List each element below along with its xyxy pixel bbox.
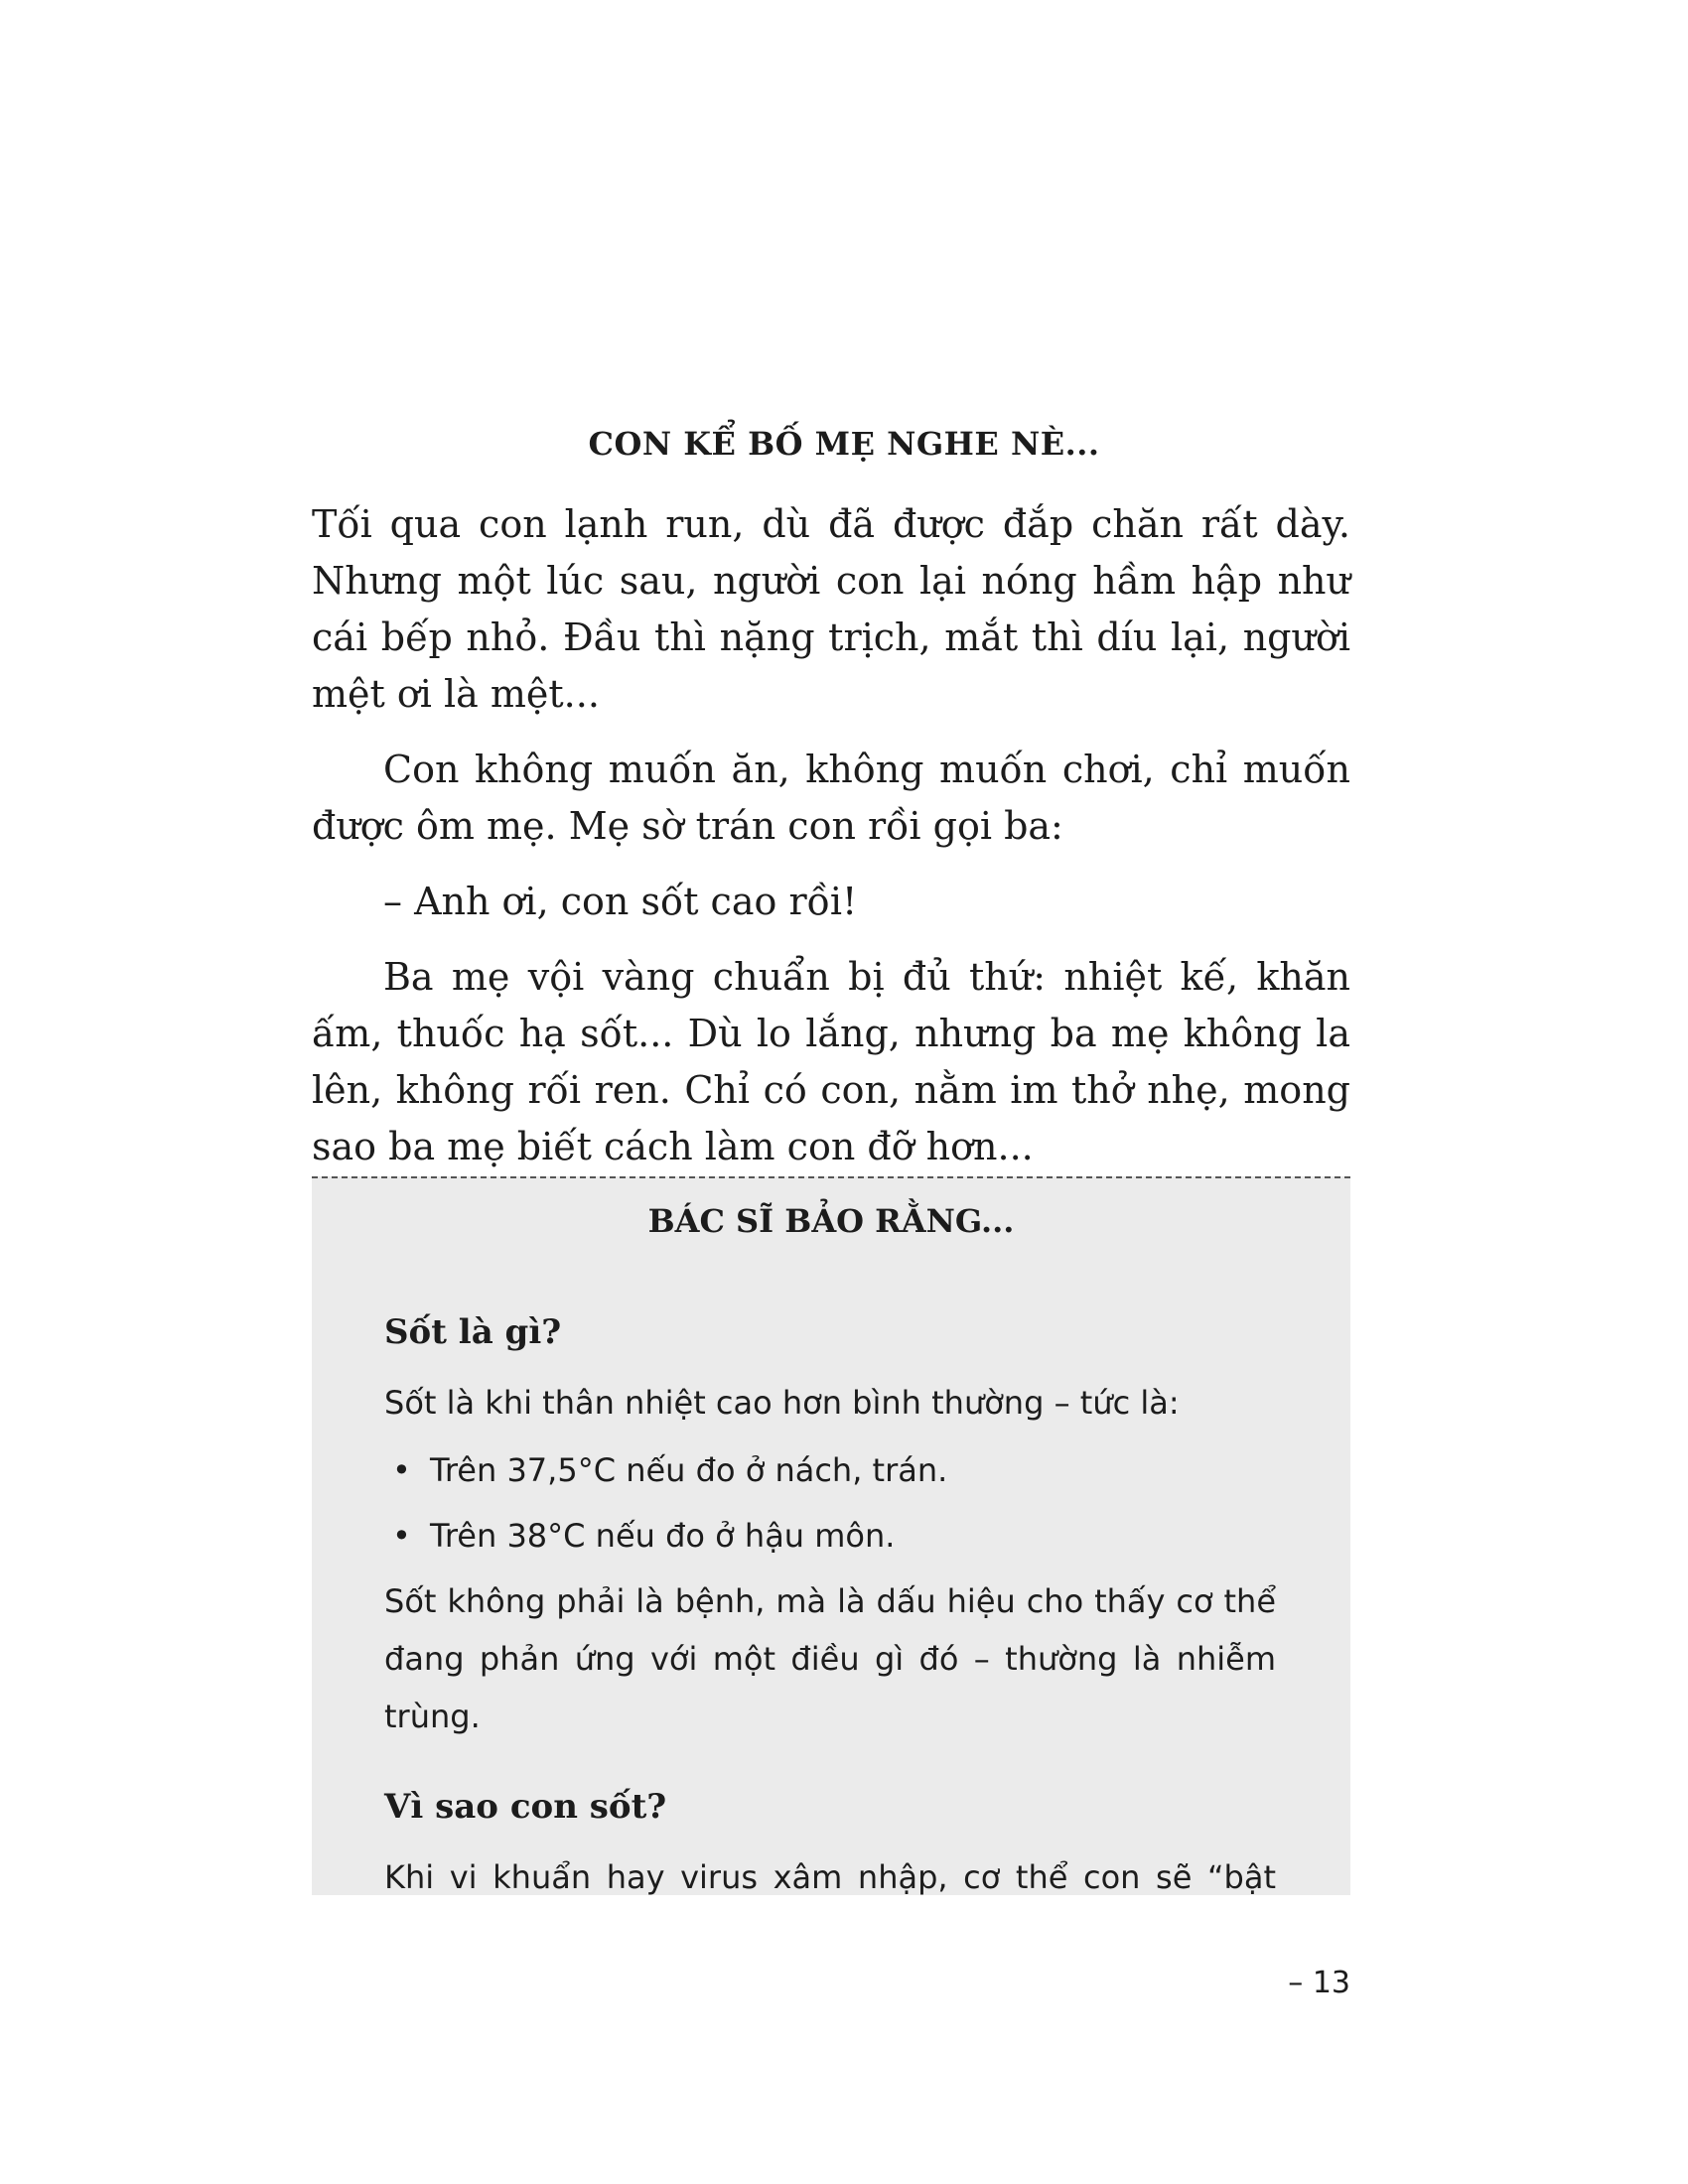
doctor-advice-box [312, 1176, 1350, 1895]
question-heading: Vì sao con sốt? [384, 1787, 667, 1827]
list-item [384, 1441, 1276, 1499]
bullet-icon: • [392, 1517, 411, 1555]
story-title: CON KỂ BỐ MẸ NGHE NÈ... [588, 425, 1100, 463]
question-heading: Sốt là gì? [384, 1312, 562, 1352]
fever-description: Sốt không phải là bệnh, mà là dấu hiệu cho thấy cơ thể đang phản ứng với một điều gì đó – thường là nhiễm trùng. [384, 1582, 1276, 1735]
page-number: – 13 [1288, 1966, 1350, 2000]
list-item-text: Trên 37,5°C nếu đo ở nách, trán. [430, 1451, 948, 1489]
story-paragraph: Tối qua con lạnh run, dù đã được đắp chăn rất dày. Nhưng một lúc sau, người con lại nóng hầm hập như cái bếp nhỏ. Đầu thì nặng trịch, mắt thì díu lại, người mệt ơi là mệt... [312, 502, 1350, 716]
doctor-content [384, 1304, 1276, 1916]
story-text [312, 496, 1350, 1194]
doctor-box-title: BÁC SĨ BẢO RẰNG... [647, 1202, 1015, 1240]
fever-definition: Sốt là khi thân nhiệt cao hơn bình thường – tức là: [384, 1384, 1180, 1422]
fever-cause-text: Khi vi khuẩn hay virus xâm nhập, cơ thể con sẽ “bật [384, 1858, 1276, 1896]
story-paragraph: Ba mẹ vội vàng chuẩn bị đủ thứ: nhiệt kế, khăn ấm, thuốc hạ sốt... Dù lo lắng, nhưng ba mẹ không la lên, không rối ren. Chỉ có con, nằm im thở nhẹ, mong sao ba mẹ biết cách làm con đỡ hơn... [312, 955, 1350, 1168]
bullet-icon: • [392, 1451, 411, 1489]
temperature-list [384, 1441, 1276, 1565]
story-paragraph: – Anh ơi, con sốt cao rồi! [383, 880, 858, 923]
story-paragraph: Con không muốn ăn, không muốn chơi, chỉ muốn được ôm mẹ. Mẹ sờ trán con rồi gọi ba: [312, 748, 1350, 848]
list-item-text: Trên 38°C nếu đo ở hậu môn. [430, 1517, 896, 1555]
list-item [384, 1507, 1276, 1565]
